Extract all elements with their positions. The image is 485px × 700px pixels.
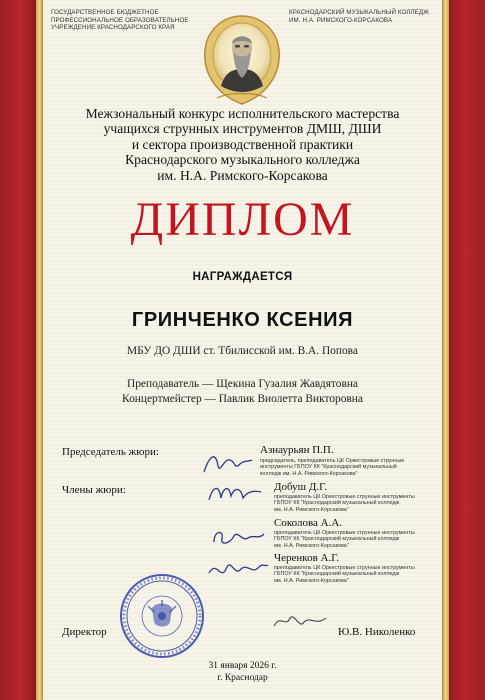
- official-seal-icon: [118, 572, 206, 660]
- left-red-border: [0, 0, 36, 700]
- signature-icon: [208, 522, 268, 552]
- desc-line: председатель, преподаватель ЦК Оркестровые струнные: [260, 458, 405, 464]
- jury-member-desc: [274, 530, 415, 549]
- footer-date: 31 января 2026 г.: [208, 661, 277, 671]
- desc-line: ГБПОУ КК "Краснодарский музыкальный колледж: [274, 571, 400, 578]
- left-gold-stripe: [36, 0, 43, 700]
- header-right-line: КРАСНОДАРСКИЙ МУЗЫКАЛЬНЫЙ КОЛЛЕДЖ: [289, 9, 429, 16]
- jury-member-desc: [274, 565, 415, 584]
- jury-chair-label: Председатель жюри:: [62, 446, 159, 458]
- desc-line: инструменты ГБПОУ КК "Краснодарский музыкальный: [260, 464, 397, 471]
- header-left-line: ГОСУДАРСТВЕННОЕ БЮДЖЕТНОЕ: [51, 9, 159, 16]
- recipient-name: ГРИНЧЕНКО КСЕНИЯ: [131, 309, 354, 331]
- jury-chair-name: Азнаурьян П.П.: [260, 444, 334, 456]
- desc-line: им. Н.А. Римского-Корсакова": [274, 506, 349, 513]
- header-right-line: ИМ. Н.А. РИМСКОГО-КОРСАКОВА: [289, 16, 393, 24]
- desc-line: преподаватель ЦК Оркестровые струнные инструменты: [274, 565, 415, 571]
- footer: [60, 661, 425, 684]
- competition-line: и сектора производственной практики: [131, 136, 354, 152]
- signature-icon: [205, 478, 265, 508]
- desc-line: колледж им. Н.А. Римского-Корсакова": [260, 470, 358, 477]
- jury-member-name: Соколова А.А.: [274, 517, 343, 529]
- competition-line: учащихся струнных инструментов ДМШ, ДШИ: [103, 121, 382, 137]
- teacher-line: Преподаватель — Щекина Гузалия Жавдятовна: [127, 378, 358, 390]
- competition-line: Краснодарского музыкального колледжа: [125, 152, 360, 168]
- competition-title: [60, 106, 425, 183]
- awarded-label: НАГРАЖДАЕТСЯ: [192, 271, 293, 283]
- jury-members-label: Члены жюри:: [62, 484, 126, 496]
- school-name: МБУ ДО ДШИ ст. Тбилисской им. В.А. Попова: [127, 345, 358, 357]
- signature-icon: [200, 448, 256, 478]
- jury-member-name: Черенков А.Г.: [274, 552, 340, 564]
- accompanist-line: Концертмейстер — Павлик Виолетта Викторовна: [122, 393, 363, 405]
- signature-icon: [205, 555, 270, 585]
- header-left-line: ПРОФЕССИОНАЛЬНОЕ ОБРАЗОВАТЕЛЬНОЕ: [51, 16, 189, 24]
- right-gold-stripe: [442, 0, 449, 700]
- header-left-line: УЧРЕЖДЕНИЕ КРАСНОДАРСКОГО КРАЯ: [51, 24, 175, 32]
- jury-member-name: Добуш Д.Г.: [274, 481, 328, 493]
- desc-line: преподаватель ЦК Оркестровые струнные инструменты: [274, 494, 415, 500]
- desc-line: ГБПОУ КК "Краснодарский музыкальный колледж: [274, 500, 400, 507]
- jury-chair-desc: [260, 458, 404, 477]
- jury-member-desc: [274, 494, 415, 513]
- competition-line: им. Н.А. Римского-Корсакова: [157, 167, 328, 183]
- desc-line: им. Н.А. Римского-Корсакова": [274, 577, 349, 584]
- header-left: [51, 9, 201, 32]
- footer-city: г. Краснодар: [217, 672, 268, 683]
- header-right: [289, 9, 439, 24]
- signature-icon: [270, 608, 330, 634]
- desc-line: преподаватель ЦК Оркестровые струнные инструменты: [274, 530, 415, 536]
- competition-line: Межзональный конкурс исполнительского мастерства: [85, 106, 400, 121]
- diploma-title: ДИПЛОМ: [130, 193, 355, 246]
- desc-line: им. Н.А. Римского-Корсакова": [274, 542, 349, 549]
- composer-portrait-icon: [201, 14, 283, 106]
- director-name: Ю.В. Николенко: [338, 626, 416, 638]
- right-red-border: [449, 0, 485, 700]
- teachers-block: [60, 377, 425, 407]
- desc-line: ГБПОУ КК "Краснодарский музыкальный колледж: [274, 536, 400, 543]
- director-label: Директор: [62, 626, 107, 638]
